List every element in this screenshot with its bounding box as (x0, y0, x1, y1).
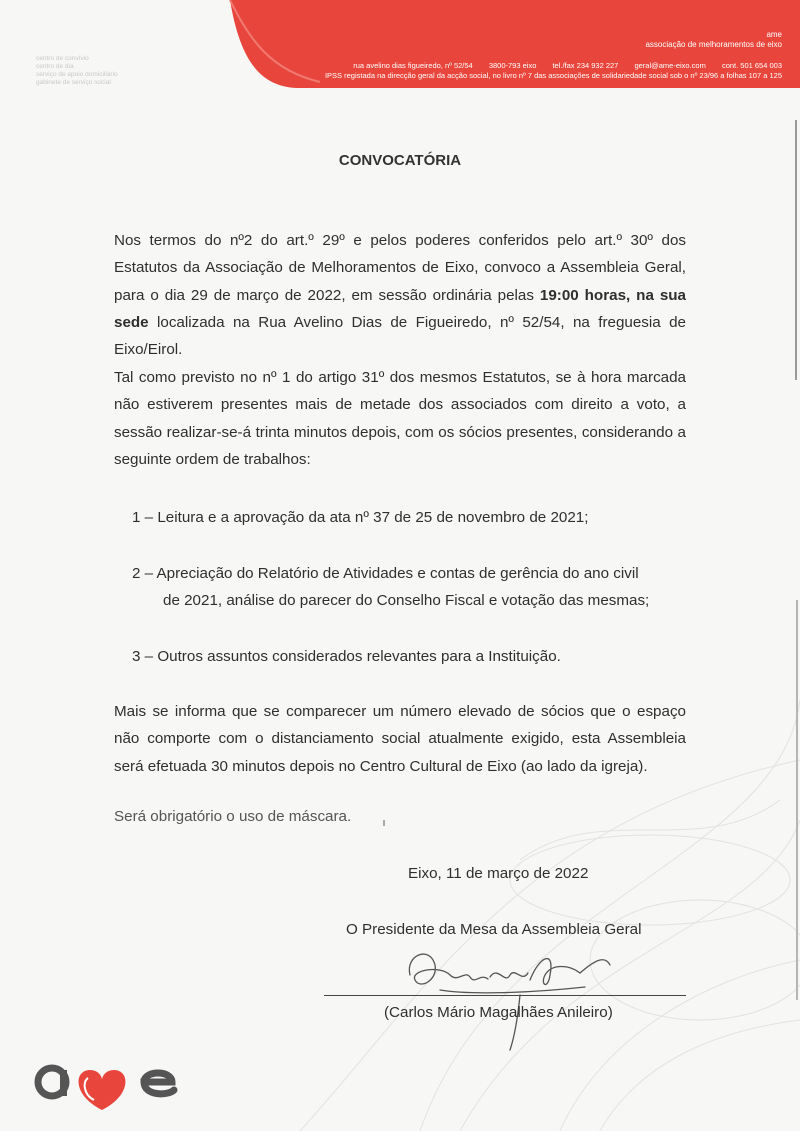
signatory-name: (Carlos Mário Magalhães Anileiro) (384, 1004, 613, 1021)
scan-edge-mark (795, 120, 797, 380)
agenda-item (132, 504, 692, 531)
logo-text (0, 0, 2, 1)
contact-line (339, 61, 782, 70)
service-item: centro de convívio (36, 55, 89, 62)
service-item: serviço de apoio domiciliário (36, 71, 118, 78)
postal-code: 3800-793 eixo (488, 61, 537, 70)
email: geral@ame-eixo.com (634, 61, 706, 70)
date-line: Eixo, 11 de março de 2022 (408, 865, 589, 882)
org-short-name: ame (766, 30, 782, 39)
agenda-item-continuation: de 2021, análise do parecer do Conselho Fiscal e votação das mesmas; (163, 592, 650, 609)
paragraph-venue-notice: Mais se informa que se comparecer um número elevado de sócios que o espaço não comporte com o distanciamento social atualmente exigido, esta Assembleia será efetuada 30 minutos depois no Centro Cultural de Eixo (ao lado da igreja). (114, 703, 686, 775)
mask-notice: Será obrigatório o uso de máscara. (114, 808, 352, 825)
phone: tel./fax 234 932 227 (552, 61, 619, 70)
agenda-item (132, 643, 692, 670)
agenda-item-text: 1 – Leitura e a aprovação da ata nº 37 de 25 de novembro de 2021; (132, 509, 589, 526)
service-item: gabinete de serviço social (36, 79, 111, 86)
signatory-role: O Presidente da Mesa da Assembleia Geral (346, 921, 642, 938)
ame-logo (32, 1060, 187, 1120)
agenda-item-text: 3 – Outros assuntos considerados relevantes para a Instituição. (132, 648, 561, 665)
agenda-item (132, 560, 692, 614)
paragraph-text: Nos termos do nº2 do art.º 29º e pelos poderes conferidos pelo art.º 30º dos Estatutos da Associação de Melhoramentos de Eixo, convoco a Assembleia Geral, para o dia 29 de março de 2022, em sessão ordinária pelas (114, 232, 686, 304)
header-band (0, 0, 800, 100)
address: rua avelino dias figueiredo, nº 52/54 (353, 61, 473, 70)
service-item: centro de dia (36, 63, 74, 70)
paragraph-convocation (114, 227, 686, 363)
tax-id: cont. 501 654 003 (721, 61, 782, 70)
scan-mark (383, 820, 385, 826)
ipss-registration: IPSS registada na direcção geral da acção social, no livro nº 7 das associações de solidariedade social sob o nº 23/96 a folhas 107 a 125 (324, 71, 782, 80)
org-full-name: associação de melhoramentos de eixo (645, 40, 782, 49)
scan-edge-mark (796, 600, 798, 1000)
paragraph-text: localizada na Rua Avelino Dias de Figueiredo, nº 52/54, na freguesia de Eixo/Eirol. (114, 313, 686, 359)
paragraph-quorum: Tal como previsto no nº 1 do artigo 31º dos mesmos Estatutos, se à hora marcada não estiverem presentes mais de metade dos associados com direito a voto, a sessão realizar-se-á trinta minutos depois, com os sócios presentes, considerando a seguinte ordem de trabalhos: (114, 369, 686, 468)
document-title: CONVOCATÓRIA (338, 152, 462, 169)
signature-line (324, 995, 686, 996)
agenda-item-text: 2 – Apreciação do Relatório de Atividades e contas de gerência do ano civil (132, 565, 639, 582)
services-list (36, 55, 118, 87)
paragraph-bold-text: 19:00 horas, na sua sede (114, 286, 687, 331)
